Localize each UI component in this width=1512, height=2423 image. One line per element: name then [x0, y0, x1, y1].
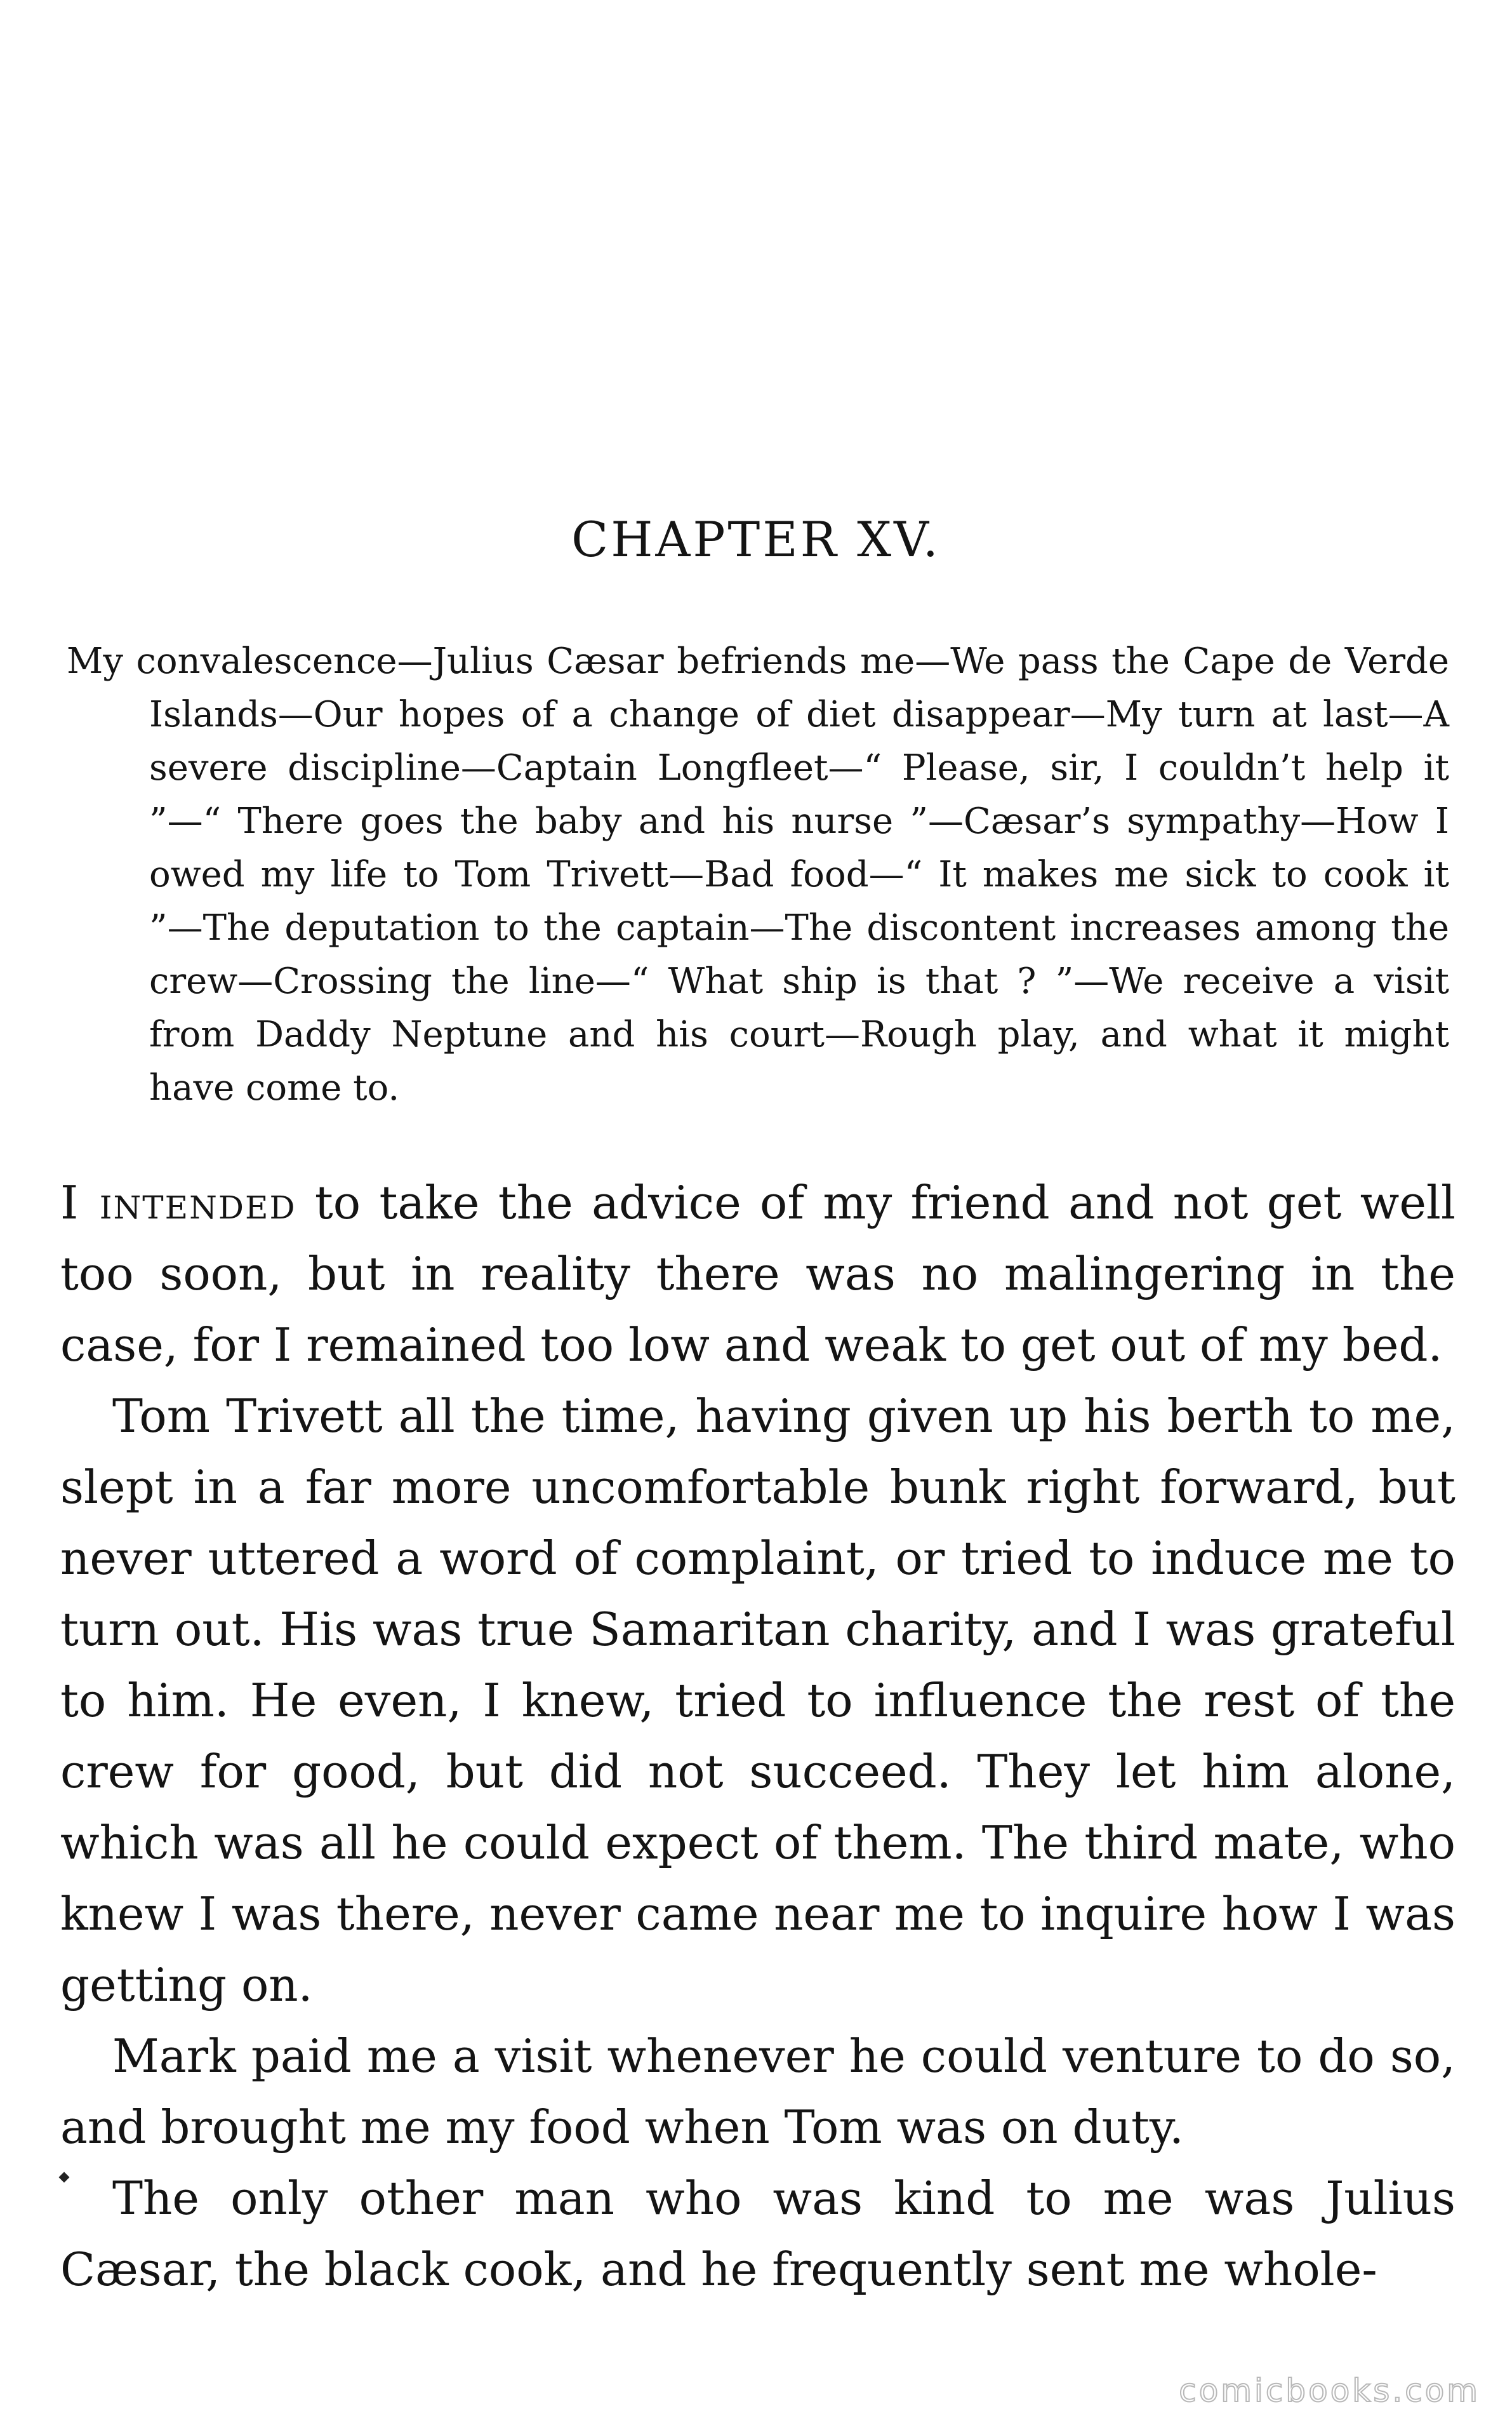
chapter-title: CHAPTER XV. [571, 511, 941, 568]
paragraph-1 [60, 1167, 1456, 1380]
paragraph-3: Mark paid me a visit whenever he could venture to do so, and brought me my food when Tom was on duty. [60, 2029, 1456, 2154]
paragraph-2: Tom Trivett all the time, having given up his berth to me, slept in a far more uncomfortable bunk right forward, but never uttered a word of complaint, or tried to induce me to turn out. His was true Samaritan charity, and I was grateful to him. He even, I knew, tried to influence the rest of the crew for good, but did not succeed. They let him alone, which was all he could expect of them. The third mate, who knew I was there, never came near me to inquire how I was getting on. [60, 1389, 1456, 2012]
watermark: comicbooks.com [1179, 2372, 1480, 2409]
chapter-body [60, 1167, 1456, 2305]
chapter-synopsis: My convalescence—Julius Cæsar befriends me—We pass the Cape de Verde Islands—Our hopes of a change of diet disappear—My turn at last—A severe discipline—Captain Longfleet—“ Please, sir, I couldn’t help it ”—“ There goes the baby and his nurse ”—Cæsar’s sympathy—How I owed my life to Tom Trivett—Bad food—“ It makes me sick to cook it ”—The deputation to the captain—The discontent increases among the crew—Crossing the line—“ What ship is that ? ”—We receive a visit from Daddy Neptune and his court—Rough play, and what it might have come to. [67, 641, 1449, 1109]
paragraph-4: The only other man who was kind to me was Julius Cæsar, the black cook, and he frequently sent me whole- [60, 2172, 1456, 2296]
paragraph-1-lead: I intended [60, 1176, 296, 1229]
paragraph-1-text: to take the advice of my friend and not get well too soon, but in reality there was no malingering in the case, for I remained too low and weak to get out of my bed. [60, 1176, 1456, 1372]
